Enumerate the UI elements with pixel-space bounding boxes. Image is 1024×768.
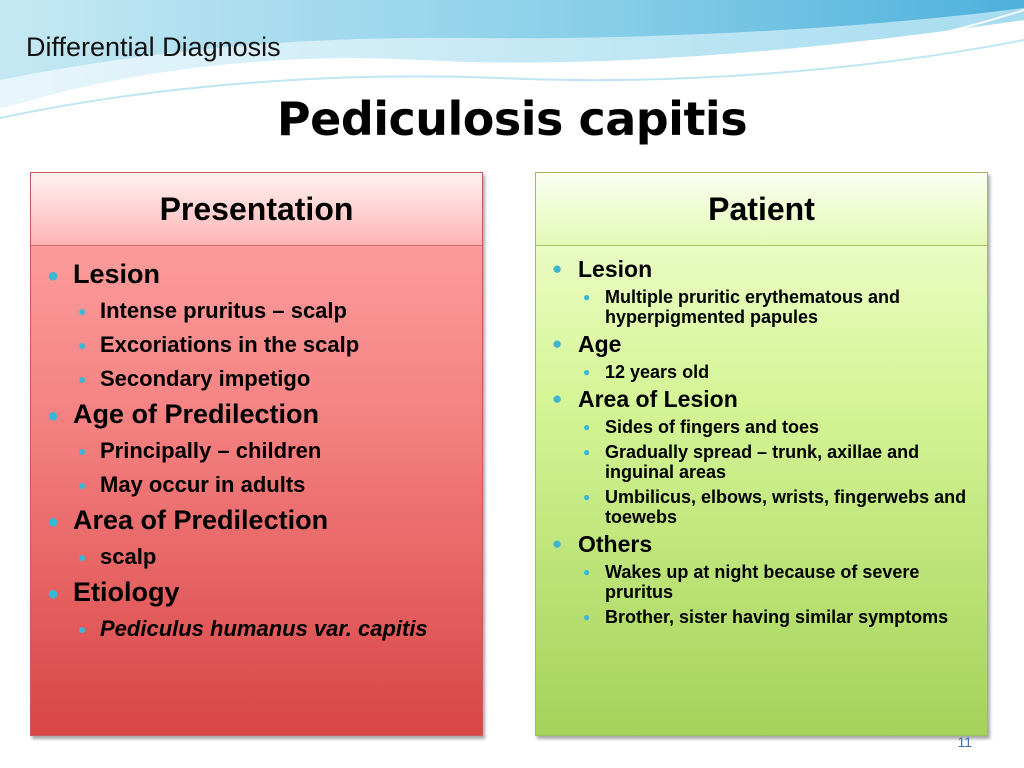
presentation-heading: Presentation xyxy=(31,173,482,246)
sub-item xyxy=(577,287,977,327)
sub-item xyxy=(72,615,472,642)
list-item xyxy=(45,576,472,608)
bullet-icon: ● xyxy=(78,621,87,637)
item-label: Age of Predilection xyxy=(73,399,320,429)
bullet-icon: ● xyxy=(47,583,60,605)
sub-item-text: Intense pruritus – scalp xyxy=(100,298,347,323)
sub-item xyxy=(577,562,977,602)
sub-item-text: 12 years old xyxy=(605,362,710,382)
sub-item xyxy=(72,471,472,498)
list-item xyxy=(550,386,977,412)
sub-item-text: Sides of fingers and toes xyxy=(605,417,820,437)
list-item xyxy=(45,258,472,290)
sub-item xyxy=(72,331,472,358)
sub-item xyxy=(72,365,472,392)
bullet-icon: ● xyxy=(583,445,591,459)
patient-list xyxy=(536,246,987,627)
presentation-list xyxy=(31,246,482,642)
sub-item-text: Gradually spread – trunk, axillae and inguinal areas xyxy=(605,442,920,482)
bullet-icon: ● xyxy=(583,565,591,579)
sub-item-text: Multiple pruritic erythematous and hyperpigmented papules xyxy=(605,287,901,327)
sub-item-text: Principally – children xyxy=(100,438,322,463)
list-item xyxy=(550,256,977,282)
bullet-icon: ● xyxy=(78,371,87,387)
list-item xyxy=(550,331,977,357)
page-number: 11 xyxy=(957,734,972,750)
patient-panel xyxy=(535,172,988,736)
presentation-panel xyxy=(30,172,483,736)
item-label: Etiology xyxy=(73,577,180,607)
list-item xyxy=(45,398,472,430)
bullet-icon: ● xyxy=(583,365,591,379)
slide-title: Pediculosis capitis xyxy=(276,92,748,146)
sub-item-text: Umbilicus, elbows, wrists, fingerwebs and toewebs xyxy=(605,487,967,527)
sub-item xyxy=(577,442,977,482)
item-label: Area of Predilection xyxy=(73,505,329,535)
sub-item-text: Brother, sister having similar symptoms xyxy=(605,607,949,627)
sub-item xyxy=(72,297,472,324)
sub-item xyxy=(577,362,977,382)
bullet-icon: ● xyxy=(47,265,60,287)
bullet-icon: ● xyxy=(78,477,87,493)
bullet-icon: ● xyxy=(583,420,591,434)
item-label: Area of Lesion xyxy=(578,386,738,412)
bullet-icon: ● xyxy=(47,511,60,533)
sub-item-text: Excoriations in the scalp xyxy=(100,332,360,357)
sub-item xyxy=(72,437,472,464)
sub-item-text: Pediculus humanus var. capitis xyxy=(100,616,428,641)
bullet-icon: ● xyxy=(552,334,563,353)
sub-item-text: Secondary impetigo xyxy=(100,366,311,391)
sub-item xyxy=(577,487,977,527)
bullet-icon: ● xyxy=(583,290,591,304)
sub-item-text: May occur in adults xyxy=(100,472,306,497)
sub-item xyxy=(577,607,977,627)
bullet-icon: ● xyxy=(583,490,591,504)
section-label: Differential Diagnosis xyxy=(26,32,281,62)
sub-item xyxy=(72,543,472,570)
item-label: Lesion xyxy=(73,259,161,289)
sub-item-text: scalp xyxy=(100,544,157,569)
bullet-icon: ● xyxy=(583,610,591,624)
bullet-icon: ● xyxy=(552,259,563,278)
patient-heading: Patient xyxy=(536,173,987,246)
bullet-icon: ● xyxy=(552,534,563,553)
bullet-icon: ● xyxy=(78,549,87,565)
bullet-icon: ● xyxy=(47,405,60,427)
list-item xyxy=(550,531,977,557)
sub-item xyxy=(577,417,977,437)
bullet-icon: ● xyxy=(78,337,87,353)
list-item xyxy=(45,504,472,536)
bullet-icon: ● xyxy=(552,389,563,408)
bullet-icon: ● xyxy=(78,303,87,319)
sub-item-text: Wakes up at night because of severe pruritus xyxy=(605,562,920,602)
bullet-icon: ● xyxy=(78,443,87,459)
item-label: Others xyxy=(578,531,653,557)
item-label: Lesion xyxy=(578,256,653,282)
item-label: Age xyxy=(578,331,622,357)
